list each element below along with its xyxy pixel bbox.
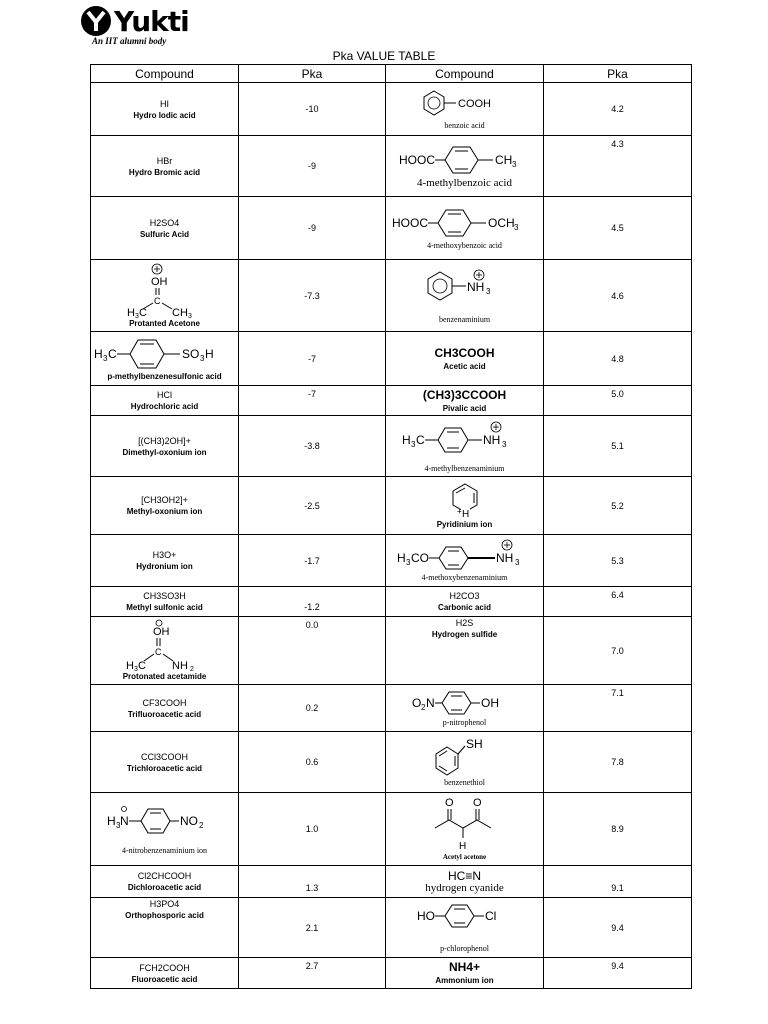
svg-text:Cl: Cl xyxy=(484,909,496,923)
svg-text:O: O xyxy=(411,695,421,710)
pka-value: 7.0 xyxy=(544,617,692,685)
compound-cell: (CH3)3CCOOH Pivalic acid xyxy=(386,386,544,416)
svg-text:3: 3 xyxy=(187,313,192,318)
compound-cell: O 2 N OH p-nitrophenol xyxy=(386,685,544,732)
methoxybenzoic-acid-structure-icon xyxy=(390,206,540,240)
svg-text:HOOC: HOOC xyxy=(391,215,428,230)
svg-text:NH: NH xyxy=(482,432,500,447)
svg-text:NH: NH xyxy=(466,280,484,294)
pka-value: 1.0 xyxy=(239,793,386,866)
table-row xyxy=(91,332,692,386)
pyridinium-structure-icon xyxy=(445,481,485,519)
svg-text:OCH: OCH xyxy=(487,215,515,230)
compound-cell: HBr Hydro Bromic acid xyxy=(91,136,239,197)
compound-cell: [CH3OH2]+ Methyl-oxonium ion xyxy=(91,477,239,535)
svg-text:C: C xyxy=(415,432,425,447)
table-row xyxy=(91,83,692,136)
compound-cell: FCH2COOH Fluoroacetic acid xyxy=(91,958,239,989)
pka-value: 7.1 xyxy=(544,685,692,732)
compound-cell: H3PO4 Orthophosporic acid xyxy=(91,898,239,958)
svg-text:2: 2 xyxy=(198,820,203,830)
svg-text:H: H xyxy=(93,347,103,361)
table-row xyxy=(91,477,692,535)
pka-value: 9.1 xyxy=(544,866,692,898)
brand-tagline: An IIT alumni body xyxy=(92,36,167,46)
pka-value: 5.3 xyxy=(544,535,692,587)
nitrobenzenaminium-structure-icon xyxy=(105,803,225,835)
pka-value: -3.8 xyxy=(239,416,386,477)
methoxybenzenaminium-structure-icon xyxy=(395,538,535,572)
svg-text:CO: CO xyxy=(410,551,429,565)
compound-cell: H2SO4 Sulfuric Acid xyxy=(91,197,239,260)
brand-name: Yukti xyxy=(114,4,189,38)
header-pka-right: Pka xyxy=(544,65,692,83)
svg-text:OH: OH xyxy=(480,695,499,710)
svg-text:C: C xyxy=(154,647,161,657)
pka-value: 7.8 xyxy=(544,732,692,793)
protonated-acetone-structure-icon xyxy=(125,262,205,318)
pka-value: 6.4 xyxy=(544,587,692,617)
table-row xyxy=(91,386,692,416)
brand-logo xyxy=(80,4,190,50)
compound-cell: H3O+ Hydronium ion xyxy=(91,535,239,587)
table-row xyxy=(91,587,692,617)
pka-value: -7 xyxy=(239,386,386,416)
svg-text:SH: SH xyxy=(465,736,483,751)
svg-text:3: 3 xyxy=(102,354,107,363)
pka-value: -10 xyxy=(239,83,386,136)
pka-value: -7.3 xyxy=(239,260,386,332)
compound-cell: COOH benzoic acid xyxy=(386,83,544,136)
svg-text:H: H xyxy=(458,840,466,852)
svg-text:3: 3 xyxy=(410,439,415,449)
svg-text:3: 3 xyxy=(511,160,516,169)
compound-cell: CH3COOH Acetic acid xyxy=(386,332,544,386)
page-title: Pka VALUE TABLE xyxy=(332,49,436,63)
pka-value: 5.1 xyxy=(544,416,692,477)
benzenaminium-structure-icon xyxy=(420,266,510,306)
methylbenzenaminium-structure-icon xyxy=(400,419,530,457)
table-row xyxy=(91,685,692,732)
compound-cell: HO Cl p-chlorophenol xyxy=(386,898,544,958)
pka-value: 5.2 xyxy=(544,477,692,535)
pka-value: -9 xyxy=(239,136,386,197)
pka-value: -7 xyxy=(239,332,386,386)
compound-cell: OH C H 3 C NH 2 Protonated acetamide xyxy=(91,617,239,685)
pka-value: 4.5 xyxy=(544,197,692,260)
compound-cell: HCl Hydrochloric acid xyxy=(91,386,239,416)
table-row xyxy=(91,793,692,866)
compound-cell: Cl2CHCOOH Dichloroacetic acid xyxy=(91,866,239,898)
svg-text:OH: OH xyxy=(152,626,169,638)
pka-value: 0.2 xyxy=(239,685,386,732)
header-compound-left: Compound xyxy=(91,65,239,83)
svg-text:3: 3 xyxy=(405,558,410,567)
compound-cell: H 3 C NH 3 4-methylbenzenaminium xyxy=(386,416,544,477)
table-row xyxy=(91,866,692,898)
svg-text:C: C xyxy=(137,660,146,671)
table-row xyxy=(91,617,692,685)
svg-text:CH: CH xyxy=(494,153,512,167)
compound-cell: H2CO3 Carbonic acid xyxy=(386,587,544,617)
svg-text:H: H xyxy=(401,432,411,447)
svg-text:3: 3 xyxy=(513,222,518,232)
svg-text:H: H xyxy=(125,660,134,671)
svg-text:3: 3 xyxy=(485,287,490,296)
svg-text:C: C xyxy=(107,347,117,361)
header-compound-right: Compound xyxy=(386,65,544,83)
svg-text:3: 3 xyxy=(199,354,204,363)
svg-text:C: C xyxy=(153,296,160,306)
compound-cell: H + Pyridinium ion xyxy=(386,477,544,535)
compound-cell: NH4+ Ammonium ion xyxy=(386,958,544,989)
compound-cell: HI Hydro Iodic acid xyxy=(91,83,239,136)
pka-value: 8.9 xyxy=(544,793,692,866)
pka-value: 9.4 xyxy=(544,898,692,958)
pka-value: 9.4 xyxy=(544,958,692,989)
table-row xyxy=(91,958,692,989)
svg-text:CH: CH xyxy=(171,307,188,318)
svg-text:3: 3 xyxy=(514,558,519,567)
svg-text:HO: HO xyxy=(416,909,435,923)
compound-cell: H 3 N NO 2 4-nitrobenzenaminium ion xyxy=(91,793,239,866)
svg-text:3: 3 xyxy=(501,439,506,449)
benzenethiol-structure-icon xyxy=(425,737,505,777)
pka-value: 1.3 xyxy=(239,866,386,898)
compound-cell: NH 3 benzenaminium xyxy=(386,260,544,332)
pka-value: -1.2 xyxy=(239,587,386,617)
svg-text:3: 3 xyxy=(115,820,120,830)
pka-value: 2.7 xyxy=(239,958,386,989)
compound-cell: CF3COOH Trifluoroacetic acid xyxy=(91,685,239,732)
compound-cell: H 3 CO NH 3 4-methoxybenzenaminium xyxy=(386,535,544,587)
svg-text:COOH: COOH xyxy=(457,97,491,110)
svg-text:3: 3 xyxy=(133,666,138,671)
svg-text:NH: NH xyxy=(171,660,188,671)
header-pka-left: Pka xyxy=(239,65,386,83)
svg-text:SO: SO xyxy=(181,347,199,361)
compound-cell: OH C H 3 C CH 3 Protanted Acetone xyxy=(91,260,239,332)
chlorophenol-structure-icon xyxy=(415,901,515,931)
svg-text:N: N xyxy=(425,695,435,710)
svg-text:H: H xyxy=(461,509,469,519)
compound-cell: H2S Hydrogen sulfide xyxy=(386,617,544,685)
table-row xyxy=(91,898,692,958)
svg-text:H: H xyxy=(396,551,406,565)
svg-text:HOOC: HOOC xyxy=(398,153,435,167)
pka-value: 4.8 xyxy=(544,332,692,386)
svg-text:2: 2 xyxy=(189,666,194,671)
table-row xyxy=(91,136,692,197)
svg-text:C: C xyxy=(138,307,147,318)
compound-cell: [(CH3)2OH]+ Dimethyl-oxonium ion xyxy=(91,416,239,477)
table-row xyxy=(91,732,692,793)
protonated-acetamide-structure-icon xyxy=(120,619,210,671)
pka-value: 0.0 xyxy=(239,617,386,685)
methylbenzenesulfonic-structure-icon xyxy=(92,335,238,371)
svg-text:NO: NO xyxy=(179,813,198,828)
pka-table xyxy=(90,64,692,989)
table-row xyxy=(91,260,692,332)
table-header-row xyxy=(91,65,692,83)
svg-text:H: H xyxy=(106,813,116,828)
table-row xyxy=(91,535,692,587)
methylbenzoic-acid-structure-icon xyxy=(395,143,535,177)
pka-value: 4.2 xyxy=(544,83,692,136)
pka-value: 4.3 xyxy=(544,136,692,197)
svg-text:3: 3 xyxy=(134,313,139,318)
acetylacetone-structure-icon xyxy=(425,796,505,852)
pka-value: 0.6 xyxy=(239,732,386,793)
svg-text:NH: NH xyxy=(495,551,513,565)
svg-text:2: 2 xyxy=(420,702,425,712)
compound-cell: H 3 C SO 3 H p-methylbenzenesulfonic acid xyxy=(91,332,239,386)
svg-text:H: H xyxy=(126,307,135,318)
svg-text:OH: OH xyxy=(150,276,167,288)
benzoic-acid-structure-icon xyxy=(420,88,510,120)
svg-text:+: + xyxy=(456,507,462,516)
compound-cell: O O H Acetyl acetone xyxy=(386,793,544,866)
svg-text:O: O xyxy=(472,796,482,809)
yukti-logo-icon xyxy=(80,5,112,37)
pka-value: 2.1 xyxy=(239,898,386,958)
pka-value: -1.7 xyxy=(239,535,386,587)
compound-cell: SH benzenethiol xyxy=(386,732,544,793)
nitrophenol-structure-icon xyxy=(410,689,520,717)
compound-cell: CH3SO3H Methyl sulfonic acid xyxy=(91,587,239,617)
svg-text:O: O xyxy=(444,796,454,809)
compound-cell: HC≡N hydrogen cyanide xyxy=(386,866,544,898)
pka-value: -2.5 xyxy=(239,477,386,535)
compound-cell: HOOC OCH 3 4-methoxybenzoic acid xyxy=(386,197,544,260)
pka-value: 5.0 xyxy=(544,386,692,416)
svg-text:H: H xyxy=(204,347,214,361)
svg-text:N: N xyxy=(119,813,129,828)
pka-value: 4.6 xyxy=(544,260,692,332)
table-row xyxy=(91,197,692,260)
table-row xyxy=(91,416,692,477)
compound-cell: HOOC CH 3 4-methylbenzoic acid xyxy=(386,136,544,197)
pka-value: -9 xyxy=(239,197,386,260)
compound-cell: CCl3COOH Trichloroacetic acid xyxy=(91,732,239,793)
